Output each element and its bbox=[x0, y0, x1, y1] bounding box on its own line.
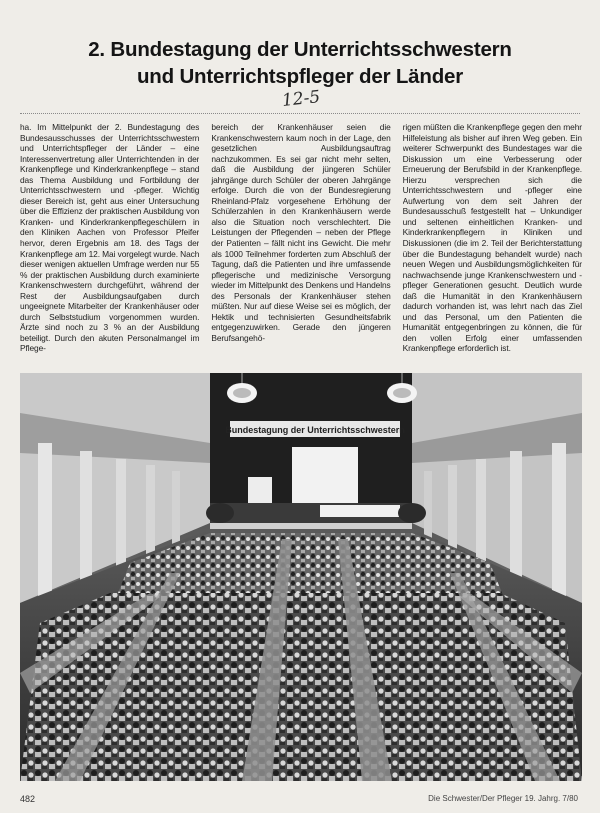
article-title bbox=[30, 36, 570, 90]
publication-footer: Die Schwester/Der Pfleger 19. Jahrg. 7/80 bbox=[428, 794, 578, 803]
page-number: 482 bbox=[20, 794, 36, 804]
stage-banner-text: Bundestagung der Unterrichtsschwestern bbox=[225, 425, 405, 435]
text-column-1: ha. Im Mittelpunkt der 2. Bundestagung des Bundesausschusses der Unterrichtsschwestern und Unterrichtspfleger der Länder – eine Interessenvertretung aller Unterrichtenden in der Krankenpflege und Kinderkrankenpflege – stand das Thema Ausbildung und Fortbildung der Unterrichtsschwestern und -pfleger. Wichtig dieser Bereich ist, geht aus einer Untersuchung über die Effizienz der praktischen Ausbildung von Kranken- und Kinderkrankenpflegeschülern in den Kliniken Aachen von Professor Pfeifer hervor, deren Ergebnis am 18. des Tags der Krankenpflege am 12. Mai vorgelegt wurde. Nach dieser wenigen aktuellen Umfrage werden nur 55 % der praktischen Ausbildung durch examinierte Krankenschwestern durchgeführt, während der Rest der Ausbildungsaufgaben durch ungeeignete Mitarbeiter der Krankenhäuser oder durch Selbststudium vorgenommen wurden. Ärzte sind noch zu 3 % an der Ausbildung beteiligt. Durch den akuten Personalmangel im Pflege- bbox=[20, 122, 200, 354]
title-line-2: und Unterrichtspfleger der Länder bbox=[136, 65, 463, 88]
conference-hall-photo bbox=[20, 373, 582, 781]
article-body bbox=[20, 122, 582, 370]
divider bbox=[20, 113, 580, 120]
title-line-1: 2. Bundestagung der Unterrichtsschwestern bbox=[88, 38, 512, 61]
text-column-3: rigen müßten die Krankenpflege gegen den mehr Hilfeleistung als bisher auf ihren Weg geben. Ein weiterer Schwerpunkt des Bundestages war die Diskussion um eine Verbesserung oder Erneuerung der Berufsbild in der Krankenpflege. Hierzu versprechen sich die Unterrichtsschwestern und -pfleger eine Aufwertung von dem seit Jahren der Bundesausschuß festgestellt hat – Unkundiger und seltenen einheitlichen Kranken- und Kinderkrankenpflegern in Kliniken und Diskussionen (die im 2. Teil der Berichterstattung über die Bundestagung behandelt wurde) nach neuen Wegen und Ausbildungsmöglichkeiten für nachwachsende junge Krankenschwestern und -pfleger Generationen gesucht. Deutlich wurde daß die Humanität in den Krankenhäusern dadurch vorhanden ist, was lehrt nach das Ziel und das Personal, um den Patienten die Humanität entgegenbringen zu können, die für den vollen Erfolg einer umfassenden Krankenpflege erforderlich ist. bbox=[402, 122, 582, 354]
text-column-2: bereich der Krankenhäuser seien die Krankenschwestern kaum noch in der Lage, den gesetzlichen Ausbildungsauftrag nachzukommen. Es sei gar nicht mehr selten, daß die Ausbildung der jüngeren Schüler jahrgänge durch Schüler der oberen Jahrgänge erfolge. Durch die von der Bundesregierung Rheinland-Pfalz vorgesehene Erhöhung der Schülerzahlen in den Krankenhäusern werde also die Situation noch verschlechtert. Die Leistungen der Pflegenden – neben der Pflege der Patienten – fällt nicht ins Gewicht. Die mehr als 1000 Teilnehmer forderten zum Abschluß der Tagung, daß die Patienten und ihre umfassende pflegerische und medizinische Versorgung wieder im Mittelpunkt des Denkens und Handelns des Personals der Krankenhäuser stehen müßten. Nur auf diese Weise sei es möglich, der Hektik und technisierten Gesundheitsfabrik entgegenzuwirken. Gerade den jüngeren Berufsangehö- bbox=[211, 122, 391, 343]
handwritten-note: 12-5 bbox=[281, 87, 322, 111]
